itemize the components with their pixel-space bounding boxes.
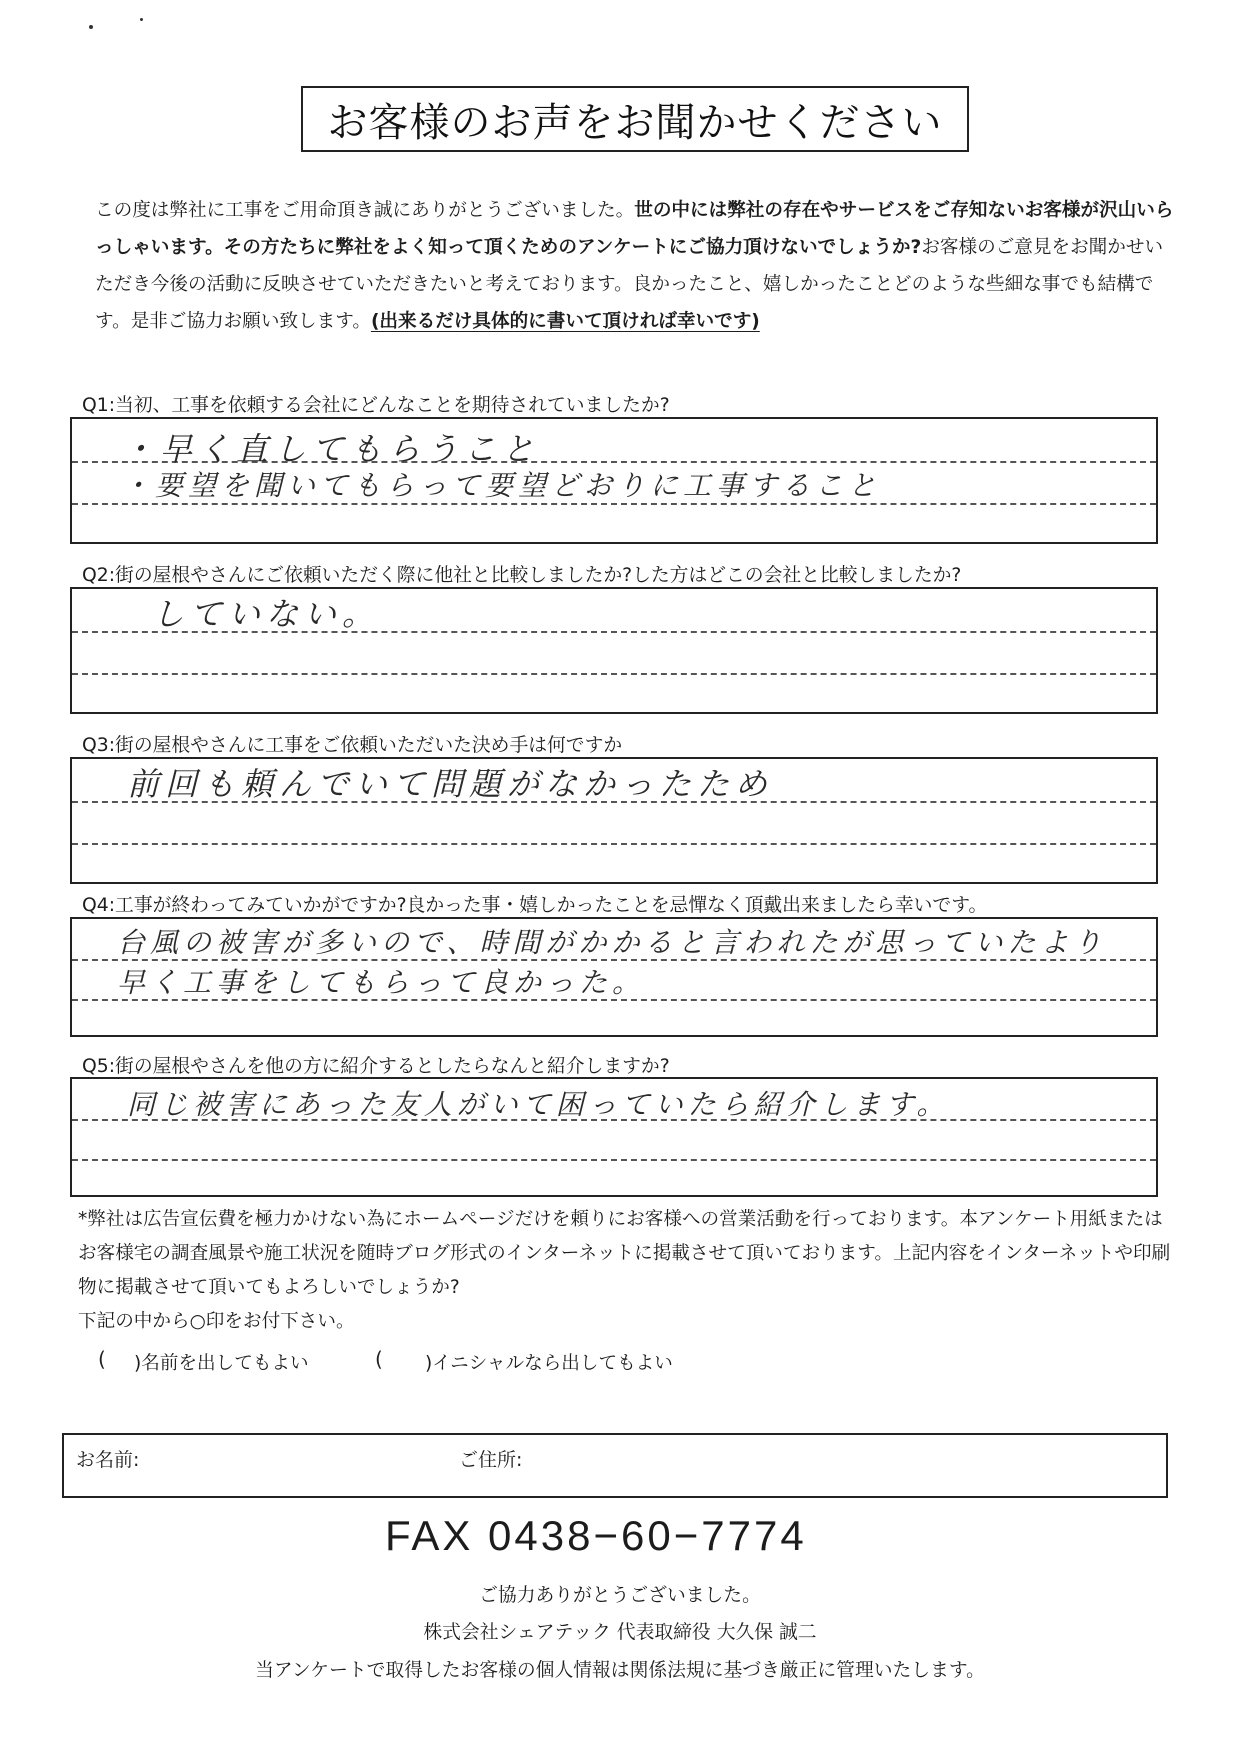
- consent-option-initials[interactable]: )イニシャルなら出してもよい: [425, 1353, 673, 1374]
- answer-box-3[interactable]: [70, 757, 1158, 884]
- thanks-text: ご協力ありがとうございました。: [479, 1585, 761, 1606]
- answer-guide-line: [72, 673, 1156, 675]
- scan-speck: [140, 18, 143, 21]
- fax-number: FAX 0438−60−7774: [385, 1512, 807, 1559]
- handwritten-answer-line: 同じ被害にあった友人がいて困っていたら紹介します。: [127, 1088, 950, 1121]
- question-3-label: Q3:街の屋根やさんに工事をご依頼いただいた決め手は何ですか: [82, 735, 623, 756]
- handwritten-answer-line: 前回も頼んでいて問題がなかったため: [127, 765, 774, 803]
- notice-instruction: 下記の中から○印をお付下さい。: [78, 1311, 355, 1332]
- intro-underlined-text: (出来るだけ具体的に書いて頂ければ幸いです): [370, 311, 760, 332]
- choice-2-open-paren: (: [375, 1347, 383, 1371]
- question-4-label: Q4:工事が終わってみていかがですか?良かった事・嬉しかったことを忌憚なく頂戴出来ましたら幸いです。: [82, 895, 988, 916]
- handwritten-answer-line: ・要望を聞いてもらって要望どおりに工事すること: [122, 469, 882, 502]
- answer-box-1[interactable]: [70, 417, 1158, 544]
- notice-text: *弊社は広告宣伝費を極力かけない為にホームページだけを頼りにお客様への営業活動を行っております。本アンケート用紙またはお客様宅の調査風景や施工状況を随時ブログ形式のインターネットに掲載させて頂いております。上記内容をインターネットや印刷物に掲載させて頂いてもよろしいでしょうか?: [78, 1209, 1171, 1298]
- consent-option-name[interactable]: )名前を出してもよい: [134, 1353, 309, 1374]
- customer-info-box: [62, 1433, 1168, 1498]
- publication-consent-notice: [78, 1203, 1178, 1339]
- intro-paragraph: [95, 192, 1175, 340]
- answer-guide-line: [72, 843, 1156, 845]
- privacy-statement: 当アンケートで取得したお客様の個人情報は関係法規に基づき厳正に管理いたします。: [255, 1660, 985, 1681]
- company-signature: 株式会社シェアテック 代表取締役 大久保 誠二: [423, 1622, 817, 1643]
- page-title: お客様のお声をお聞かせください: [301, 86, 969, 152]
- handwritten-answer-line: していない。: [152, 595, 381, 633]
- handwritten-answer-line: 台風の被害が多いので、時間がかかると言われたが思っていたより: [117, 926, 1107, 959]
- question-1-label: Q1:当初、工事を依頼する会社にどんなことを期待されていましたか?: [82, 395, 670, 416]
- handwritten-answer-line: ・早く直してもらうこと: [122, 430, 541, 468]
- intro-text-continued: お客様のご意見をお聞かせいただき今後の活動に反映させていただきたいと考えております。良かったこと、嬉しかったことどのような些細な事でも結構です。是非ご協力お願い致します。: [95, 237, 1164, 332]
- question-5-label: Q5:街の屋根やさんを他の方に紹介するとしたらなんと紹介しますか?: [82, 1056, 670, 1077]
- question-2-label: Q2:街の屋根やさんにご依頼いただく際に他社と比較しましたか?した方はどこの会社と比較しましたか?: [82, 565, 962, 586]
- handwritten-answer-line: 早く工事をしてもらって良かった。: [117, 966, 646, 999]
- scan-speck: [89, 25, 93, 29]
- answer-guide-line: [72, 1159, 1156, 1161]
- answer-box-5[interactable]: [70, 1077, 1158, 1197]
- name-field-label: お名前:: [76, 1449, 140, 1471]
- intro-text: この度は弊社に工事をご用命頂き誠にありがとうございました。: [95, 200, 635, 221]
- intro-bold-text: 世の中には弊社の存在やサービスをご存知ないお客様が沢山いらっしゃいます。その方たちに弊社をよく知って頂くためのアンケートにご協力頂けないでしょうか?: [95, 200, 1174, 258]
- answer-box-2[interactable]: [70, 587, 1158, 714]
- answer-box-4[interactable]: [70, 917, 1158, 1037]
- choice-1-open-paren: (: [98, 1347, 106, 1371]
- address-field-label: ご住所:: [459, 1449, 523, 1471]
